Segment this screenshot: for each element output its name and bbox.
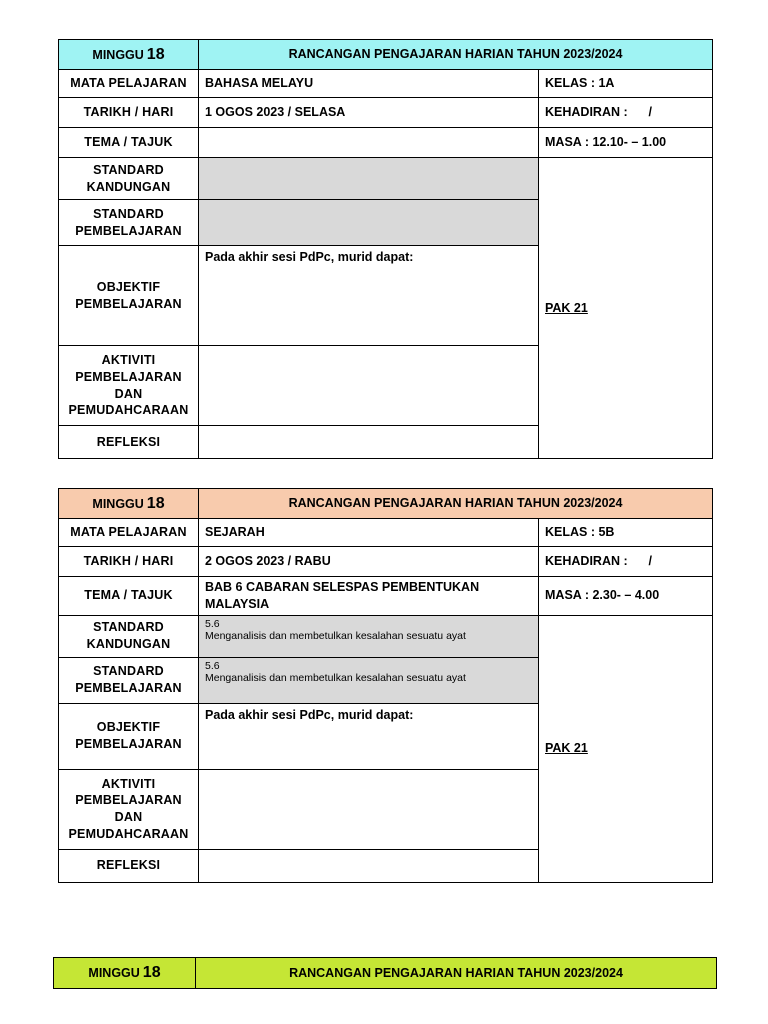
time-field[interactable]: MASA : 12.10- – 1.00 <box>539 128 713 158</box>
lesson-plan-1 <box>58 39 713 459</box>
activity-value[interactable] <box>199 346 539 426</box>
week-label: MINGGU <box>88 966 140 981</box>
content-standard-code: 5.6 <box>205 617 220 630</box>
plan-title: RANCANGAN PENGAJARAN HARIAN TAHUN 2023/2024 <box>199 40 713 70</box>
time-field[interactable]: MASA : 2.30- – 4.00 <box>539 577 713 616</box>
date-value[interactable]: 2 OGOS 2023 / RABU <box>199 547 539 577</box>
objective-label: OBJEKTIF PEMBELAJARAN <box>59 703 199 769</box>
reflection-value[interactable] <box>199 426 539 459</box>
week-label: MINGGU <box>92 496 144 511</box>
activity-value[interactable] <box>199 769 539 849</box>
theme-value[interactable]: BAB 6 CABARAN SELESPAS PEMBENTUKAN MALAYSIA <box>199 577 539 616</box>
date-value[interactable]: 1 OGOS 2023 / SELASA <box>199 98 539 128</box>
pak21-cell[interactable] <box>539 615 713 882</box>
reflection-label: REFLEKSI <box>59 849 199 882</box>
theme-label: TEMA / TAJUK <box>59 577 199 616</box>
learning-standard-label: STANDARD PEMBELAJARAN <box>59 200 199 246</box>
theme-value[interactable] <box>199 128 539 158</box>
learning-standard-value[interactable] <box>199 657 539 703</box>
attendance-field[interactable]: KEHADIRAN : / <box>539 547 713 577</box>
reflection-value[interactable] <box>199 849 539 882</box>
subject-label: MATA PELAJARAN <box>59 70 199 98</box>
week-header <box>59 40 199 70</box>
plan-title: RANCANGAN PENGAJARAN HARIAN TAHUN 2023/2024 <box>196 958 717 989</box>
theme-label: TEMA / TAJUK <box>59 128 199 158</box>
week-header <box>54 958 196 989</box>
subject-value[interactable]: SEJARAH <box>199 519 539 547</box>
content-standard-label: STANDARD KANDUNGAN <box>59 158 199 200</box>
activity-label: AKTIVITI PEMBELAJARAN DAN PEMUDAHCARAAN <box>59 346 199 426</box>
week-header <box>59 489 199 519</box>
class-field[interactable]: KELAS : 1A <box>539 70 713 98</box>
subject-value[interactable]: BAHASA MELAYU <box>199 70 539 98</box>
content-standard-label: STANDARD KANDUNGAN <box>59 615 199 657</box>
plan-title: RANCANGAN PENGAJARAN HARIAN TAHUN 2023/2024 <box>199 489 713 519</box>
learning-standard-code: 5.6 <box>205 659 220 672</box>
objective-label: OBJEKTIF PEMBELAJARAN <box>59 246 199 346</box>
learning-standard-text: Menganalisis dan membetulkan kesalahan sesuatu ayat <box>205 671 466 684</box>
class-field[interactable]: KELAS : 5B <box>539 519 713 547</box>
content-standard-text: Menganalisis dan membetulkan kesalahan sesuatu ayat <box>205 629 466 642</box>
date-label: TARIKH / HARI <box>59 98 199 128</box>
lesson-plan-3 <box>53 957 717 989</box>
content-standard-value[interactable] <box>199 615 539 657</box>
content-standard-value[interactable] <box>199 158 539 200</box>
week-number: 18 <box>142 964 161 982</box>
activity-label: AKTIVITI PEMBELAJARAN DAN PEMUDAHCARAAN <box>59 769 199 849</box>
week-number: 18 <box>146 494 165 512</box>
learning-standard-value[interactable] <box>199 200 539 246</box>
reflection-label: REFLEKSI <box>59 426 199 459</box>
learning-standard-label: STANDARD PEMBELAJARAN <box>59 657 199 703</box>
lesson-plan-2 <box>58 488 713 883</box>
pak21-cell[interactable] <box>539 158 713 459</box>
week-label: MINGGU <box>92 47 144 62</box>
pak21-label: PAK 21 <box>545 741 588 756</box>
attendance-field[interactable]: KEHADIRAN : / <box>539 98 713 128</box>
date-label: TARIKH / HARI <box>59 547 199 577</box>
objective-value[interactable]: Pada akhir sesi PdPc, murid dapat: <box>199 703 539 769</box>
subject-label: MATA PELAJARAN <box>59 519 199 547</box>
objective-value[interactable]: Pada akhir sesi PdPc, murid dapat: <box>199 246 539 346</box>
week-number: 18 <box>146 45 165 63</box>
pak21-label: PAK 21 <box>545 300 588 315</box>
